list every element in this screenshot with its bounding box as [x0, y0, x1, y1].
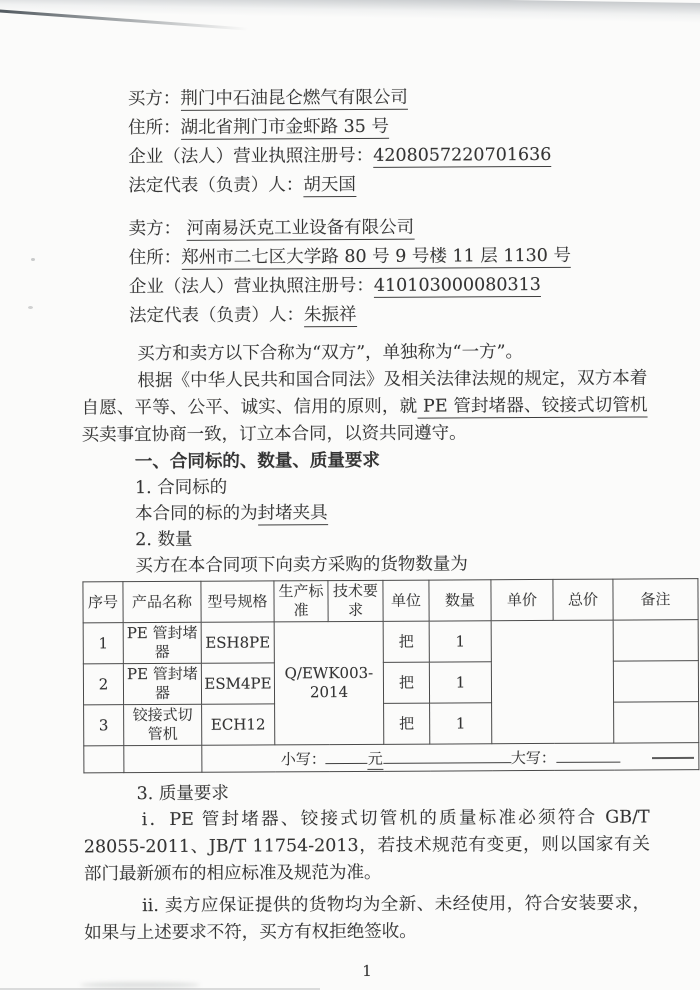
seller-rep-label: 法定代表（负责）人： [128, 305, 305, 327]
legal-basis-post: 买卖事宜协商一致，订立本合同，以资共同遵守。 [81, 423, 467, 446]
cell-qty: 1 [429, 621, 491, 662]
amount-blank [326, 747, 368, 763]
cell-model: ESM4PE [201, 663, 274, 704]
table-amount-row [84, 743, 699, 773]
seller-party-label: 卖方： [128, 218, 182, 240]
seller-name: 河南易沃克工业设备有限公司 [186, 217, 415, 239]
cell-unit: 把 [383, 621, 429, 662]
buyer-license-no: 4208057220701636 [373, 144, 552, 166]
page-number: 1 [362, 961, 373, 980]
col-header-qty: 数量 [429, 580, 491, 621]
cell-unit: 把 [384, 703, 430, 744]
item2-title: 2. 数量 [135, 529, 193, 551]
seller-license-line [81, 270, 647, 302]
seller-license-no: 410103000080313 [373, 274, 541, 296]
buyer-license-label: 企业（法人）营业执照注册号： [128, 145, 374, 168]
seller-address: 郑州市二七区大学路 80 号 9 号楼 11 层 1130 号 [181, 245, 571, 268]
col-header-note: 备注 [613, 579, 698, 620]
cell-note [614, 702, 699, 743]
seller-license-label: 企业（法人）营业执照注册号： [128, 275, 374, 298]
cell-note [613, 620, 698, 661]
cell-model: ESH8PE [201, 622, 274, 663]
item1-subject: 封堵夹具 [257, 503, 328, 524]
col-header-unit: 单位 [383, 580, 429, 621]
cell-no: 3 [84, 705, 124, 746]
footer-empty-cell [84, 746, 124, 773]
item3-title: 3. 质量要求 [136, 783, 229, 805]
cell-qty: 1 [429, 662, 491, 703]
buyer-block [80, 82, 647, 201]
cell-note [613, 661, 698, 702]
item2-body: 买方在本合同项下向卖方采购的货物数量为 [135, 554, 468, 577]
buyer-address: 湖北省荆门市金虾路 35 号 [180, 116, 390, 138]
cell-name: PE 管封堵器 [123, 663, 201, 704]
col-header-total: 总价 [553, 579, 613, 620]
contract-subject-underlined: PE 管封堵器、铰接式切管机 [417, 395, 648, 417]
buyer-address-line [80, 111, 646, 143]
amount-blank [556, 746, 620, 762]
buyer-party-line [80, 82, 646, 114]
seller-block [81, 212, 648, 331]
goods-table [82, 578, 699, 773]
currency-label: 元 [367, 749, 383, 768]
col-header-no: 序号 [83, 582, 123, 623]
cell-name: 铰接式切管机 [124, 704, 202, 745]
col-header-standard: 生产标准 [274, 581, 328, 622]
seller-rep-line [81, 299, 647, 331]
item1-pre: 本合同的标的为 [135, 503, 258, 525]
footer-empty-cell [124, 745, 202, 772]
buyer-rep-label: 法定代表（负责）人： [128, 175, 304, 197]
quality-clause-i: i．PE 管封堵器、铰接式切管机的质量标准必须符合 GB/T 28055-2011、JB/T 11754-2013，若技术规范有变更，则以国家有关部门最新颁布的相应标准及规范为准。 [83, 807, 650, 885]
parties-definition-paragraph: 买方和卖方以下合称为“双方”，单独称为“一方”。 [137, 342, 524, 365]
item1-body [82, 498, 648, 527]
item1-title: 1. 合同标的 [134, 477, 228, 499]
table-header-row [83, 579, 698, 623]
legal-basis-paragraph [81, 365, 647, 449]
seller-rep-name: 朱振祥 [303, 304, 357, 326]
buyer-party-label: 买方： [127, 88, 181, 110]
cell-price-empty [491, 620, 614, 744]
amount-small-label: 小写： [280, 749, 326, 768]
cell-unit: 把 [383, 662, 429, 703]
col-header-model: 型号规格 [201, 581, 274, 622]
scan-artifact-smudge [80, 982, 200, 988]
legal-basis-pre: 根据《中华人民共和国合同法》及相关法律法规的规定，双方本着自愿、平等、公平、诚实、信用的原则，就 [81, 368, 648, 419]
seller-address-label: 住所： [128, 247, 182, 269]
col-header-unit-price: 单价 [491, 579, 553, 620]
col-header-tech: 技术要求 [328, 580, 383, 621]
section1-heading: 一、合同标的、数量、质量要求 [134, 450, 380, 473]
table-row [83, 620, 698, 664]
amount-cell [202, 743, 699, 773]
buyer-rep-name: 胡天国 [303, 174, 356, 196]
cell-model: ECH12 [202, 704, 275, 745]
seller-party-line [81, 212, 647, 244]
buyer-rep-line [80, 169, 646, 201]
col-header-name: 产品名称 [123, 581, 201, 622]
cell-shared-standard: Q/EWK003-2014 [274, 621, 384, 745]
buyer-license-line [80, 140, 646, 172]
cell-qty: 1 [430, 703, 492, 744]
amount-capital-label: 大写： [510, 748, 556, 767]
cell-name: PE 管封堵器 [123, 622, 201, 663]
seller-address-line [81, 241, 647, 273]
cell-no: 2 [83, 664, 123, 705]
quality-clause-ii: ii. 卖方应保证提供的货物均为全新、未经使用，符合安装要求，如果与上述要求不符，买方有权拒绝签收。 [84, 893, 651, 944]
buyer-name: 荆门中石油昆仑燃气有限公司 [180, 87, 408, 109]
cell-no: 1 [83, 623, 123, 664]
amount-blank [383, 747, 511, 764]
buyer-address-label: 住所： [127, 117, 181, 139]
